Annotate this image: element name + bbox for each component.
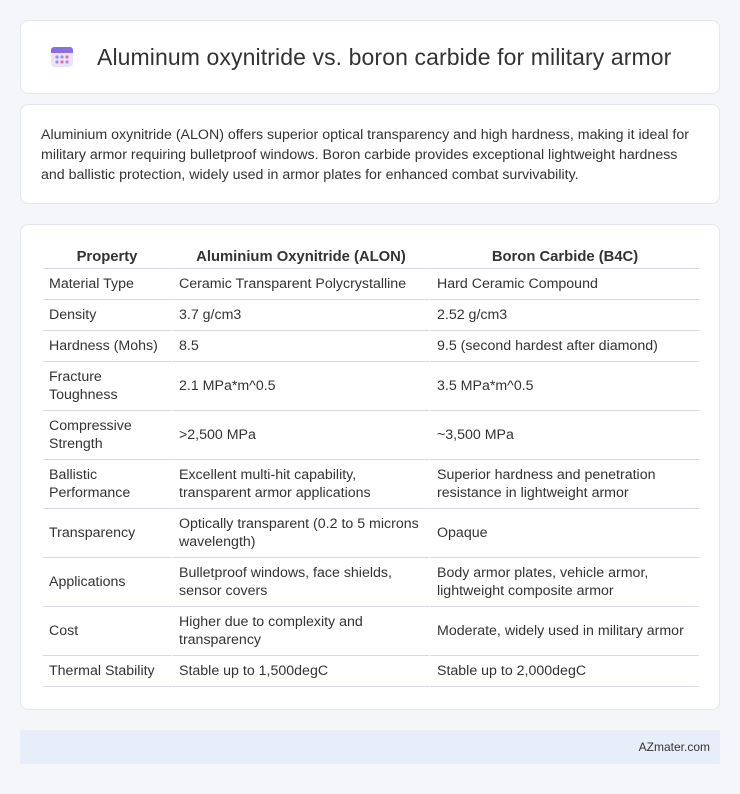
cell-alon: Higher due to complexity and transparency bbox=[171, 607, 429, 656]
comparison-table bbox=[43, 247, 699, 687]
cell-property: Applications bbox=[43, 558, 171, 607]
table-row bbox=[43, 411, 699, 460]
cell-property: Material Type bbox=[43, 269, 171, 300]
intro-paragraph: Aluminium oxynitride (ALON) offers superior optical transparency and high hardness, making it ideal for military armor requiring bulletproof windows. Boron carbide provides exceptional lightweight hardness and ballistic protection, widely used in armor plates for enhanced combat survivability. bbox=[41, 127, 689, 183]
cell-alon: 8.5 bbox=[171, 331, 429, 362]
cell-property: Hardness (Mohs) bbox=[43, 331, 171, 362]
cell-property: Fracture Toughness bbox=[43, 362, 171, 411]
footer-site-name: AZmater.com bbox=[638, 740, 710, 754]
table-row bbox=[43, 331, 699, 362]
cell-alon: >2,500 MPa bbox=[171, 411, 429, 460]
cell-b4c: Body armor plates, vehicle armor, lightweight composite armor bbox=[429, 558, 699, 607]
cell-property: Thermal Stability bbox=[43, 656, 171, 687]
cell-property: Density bbox=[43, 300, 171, 331]
cell-alon: Bulletproof windows, face shields, sensor covers bbox=[171, 558, 429, 607]
table-row bbox=[43, 656, 699, 687]
cell-property: Cost bbox=[43, 607, 171, 656]
cell-b4c: Superior hardness and penetration resistance in lightweight armor bbox=[429, 460, 699, 509]
cell-alon: Ceramic Transparent Polycrystalline bbox=[171, 269, 429, 300]
intro-card bbox=[20, 104, 720, 204]
cell-alon: 3.7 g/cm3 bbox=[171, 300, 429, 331]
table-row bbox=[43, 269, 699, 300]
header-property: Property bbox=[43, 247, 171, 269]
table-row bbox=[43, 300, 699, 331]
page-title: Aluminum oxynitride vs. boron carbide for military armor bbox=[97, 43, 672, 70]
cell-alon: Excellent multi-hit capability, transparent armor applications bbox=[171, 460, 429, 509]
cell-alon: 2.1 MPa*m^0.5 bbox=[171, 362, 429, 411]
cell-property: Compressive Strength bbox=[43, 411, 171, 460]
cell-alon: Stable up to 1,500degC bbox=[171, 656, 429, 687]
cell-alon: Optically transparent (0.2 to 5 microns wavelength) bbox=[171, 509, 429, 558]
comparison-table-card bbox=[20, 224, 720, 710]
cell-property: Ballistic Performance bbox=[43, 460, 171, 509]
header-b4c: Boron Carbide (B4C) bbox=[429, 247, 699, 269]
title-card bbox=[20, 20, 720, 94]
cell-property: Transparency bbox=[43, 509, 171, 558]
cell-b4c: Stable up to 2,000degC bbox=[429, 656, 699, 687]
cell-b4c: Hard Ceramic Compound bbox=[429, 269, 699, 300]
table-row bbox=[43, 607, 699, 656]
table-row bbox=[43, 362, 699, 411]
cell-b4c: Opaque bbox=[429, 509, 699, 558]
footer-bar bbox=[20, 730, 720, 764]
cell-b4c: 3.5 MPa*m^0.5 bbox=[429, 362, 699, 411]
cell-b4c: Moderate, widely used in military armor bbox=[429, 607, 699, 656]
table-row bbox=[43, 509, 699, 558]
table-header-row bbox=[43, 247, 699, 269]
header-alon: Aluminium Oxynitride (ALON) bbox=[171, 247, 429, 269]
cell-b4c: ~3,500 MPa bbox=[429, 411, 699, 460]
cell-b4c: 9.5 (second hardest after diamond) bbox=[429, 331, 699, 362]
cell-b4c: 2.52 g/cm3 bbox=[429, 300, 699, 331]
table-row bbox=[43, 558, 699, 607]
table-row bbox=[43, 460, 699, 509]
calendar-icon bbox=[49, 44, 75, 70]
